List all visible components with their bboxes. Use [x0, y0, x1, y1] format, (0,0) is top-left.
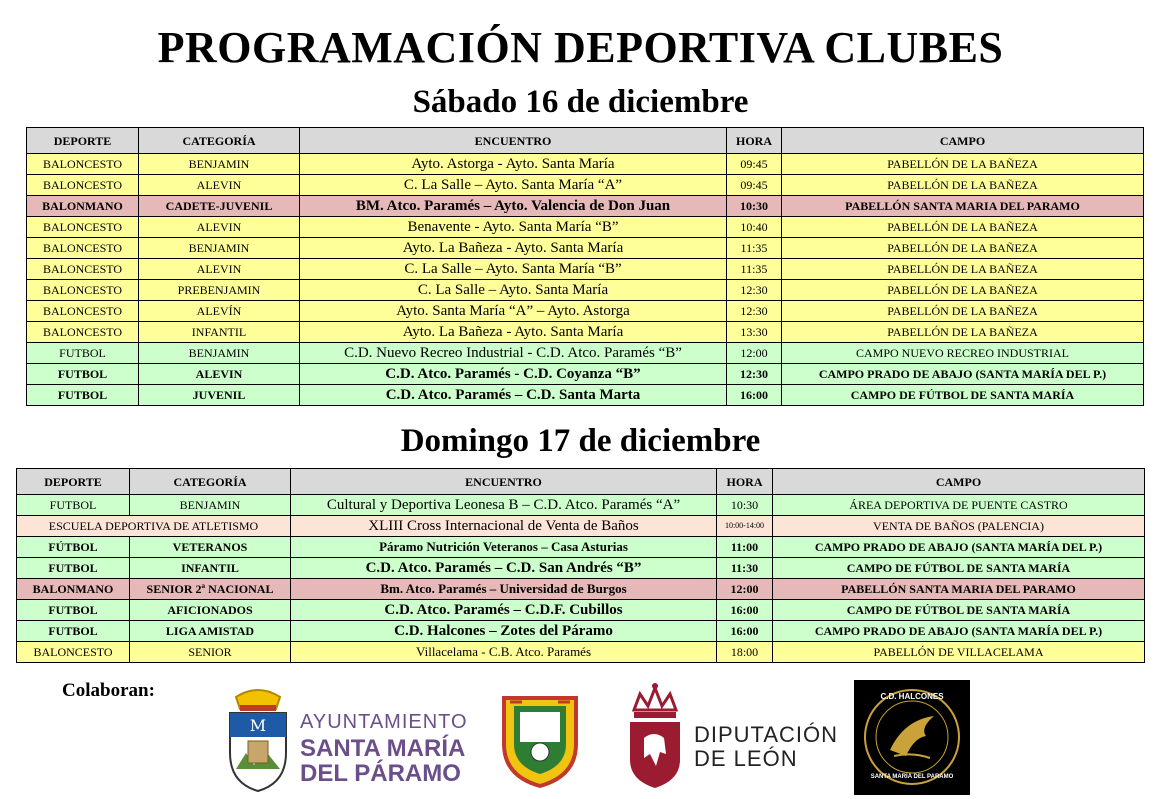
encuentro-cell: XLIII Cross Internacional de Venta de Baños — [291, 516, 717, 537]
campo-cell: PABELLÓN DE VILLACELAMA — [773, 642, 1145, 663]
header-hora: HORA — [727, 128, 782, 154]
diputacion-logo — [626, 680, 839, 790]
campo-cell: CAMPO PRADO DE ABAJO (SANTA MARÍA DEL P.) — [773, 621, 1145, 642]
deporte-cell: BALONMANO — [17, 579, 130, 600]
deporte-cell: FUTBOL — [17, 600, 130, 621]
deporte-cell: BALONMANO — [27, 196, 139, 217]
hora-cell: 11:30 — [717, 558, 773, 579]
deporte-cell: BALONCESTO — [27, 238, 139, 259]
campo-cell: PABELLÓN SANTA MARIA DEL PARAMO — [773, 579, 1145, 600]
campo-cell: CAMPO DE FÚTBOL DE SANTA MARÍA — [782, 385, 1144, 406]
hora-cell: 12:30 — [727, 364, 782, 385]
table-row — [17, 558, 1145, 579]
header-deporte: DEPORTE — [17, 469, 130, 495]
categoria-cell: ALEVIN — [139, 259, 300, 280]
categoria-cell: ALEVIN — [139, 364, 300, 385]
hora-cell: 10:30 — [717, 495, 773, 516]
sunday-title: Domingo 17 de diciembre — [400, 423, 761, 459]
saturday-title: Sábado 16 de diciembre — [412, 84, 749, 120]
encuentro-cell: Bm. Atco. Paramés – Universidad de Burgos — [291, 579, 717, 600]
deporte-cell: BALONCESTO — [27, 259, 139, 280]
header-categoria: CATEGORÍA — [130, 469, 291, 495]
table-row — [27, 385, 1144, 406]
header-deporte: DEPORTE — [27, 128, 139, 154]
deporte-cell: BALONCESTO — [27, 217, 139, 238]
header-categoria: CATEGORÍA — [139, 128, 300, 154]
hora-cell: 16:00 — [717, 600, 773, 621]
ayuntamiento-line1: AYUNTAMIENTO — [300, 711, 468, 733]
table-row — [17, 495, 1145, 516]
svg-text:M: M — [249, 716, 267, 735]
campo-cell: PABELLÓN DE LA BAÑEZA — [782, 238, 1144, 259]
campo-cell: PABELLÓN DE LA BAÑEZA — [782, 280, 1144, 301]
hora-cell: 12:00 — [717, 579, 773, 600]
encuentro-cell: C. La Salle – Ayto. Santa María “A” — [300, 175, 727, 196]
crown-lion-icon — [626, 680, 684, 790]
hora-cell: 09:45 — [727, 175, 782, 196]
campo-cell: CAMPO NUEVO RECREO INDUSTRIAL — [782, 343, 1144, 364]
campo-cell: CAMPO DE FÚTBOL DE SANTA MARÍA — [773, 558, 1145, 579]
table-row — [27, 175, 1144, 196]
deporte-cell: BALONCESTO — [27, 322, 139, 343]
table-row — [27, 259, 1144, 280]
encuentro-cell: C. La Salle – Ayto. Santa María — [300, 280, 727, 301]
categoria-cell: ALEVÍN — [139, 301, 300, 322]
hora-cell: 18:00 — [717, 642, 773, 663]
encuentro-cell: Ayto. Astorga - Ayto. Santa María — [300, 154, 727, 175]
table-row — [27, 154, 1144, 175]
categoria-cell: JUVENIL — [139, 385, 300, 406]
encuentro-cell: C.D. Atco. Paramés – C.D.F. Cubillos — [291, 600, 717, 621]
encuentro-cell: Benavente - Ayto. Santa María “B” — [300, 217, 727, 238]
header-hora: HORA — [717, 469, 773, 495]
categoria-cell: BENJAMIN — [139, 238, 300, 259]
ayuntamiento-logo — [218, 683, 468, 795]
hora-cell: 10:40 — [727, 217, 782, 238]
table-row — [27, 322, 1144, 343]
deporte-cell: FUTBOL — [17, 495, 130, 516]
table-header-row — [17, 469, 1145, 495]
ayuntamiento-line3: DEL PÁRAMO — [300, 760, 461, 787]
categoria-cell: BENJAMIN — [139, 343, 300, 364]
hora-cell: 09:45 — [727, 154, 782, 175]
sunday-schedule-table — [16, 468, 1145, 663]
header-campo: CAMPO — [773, 469, 1145, 495]
coat-of-arms-icon — [218, 683, 298, 795]
table-row — [17, 642, 1145, 663]
encuentro-cell: Páramo Nutrición Veteranos – Casa Asturias — [291, 537, 717, 558]
encuentro-cell: C.D. Atco. Paramés – C.D. San Andrés “B” — [291, 558, 717, 579]
club-deportivo-logo — [500, 692, 580, 788]
categoria-cell: PREBENJAMIN — [139, 280, 300, 301]
page-title: PROGRAMACIÓN DEPORTIVA CLUBES — [157, 23, 1004, 72]
table-row — [17, 537, 1145, 558]
campo-cell: PABELLÓN DE LA BAÑEZA — [782, 322, 1144, 343]
deporte-cell: BALONCESTO — [17, 642, 130, 663]
diputacion-line1: DIPUTACIÓN — [694, 722, 839, 747]
campo-cell: PABELLÓN DE LA BAÑEZA — [782, 259, 1144, 280]
deporte-cell: FUTBOL — [17, 558, 130, 579]
hora-cell: 11:35 — [727, 238, 782, 259]
table-header-row — [27, 128, 1144, 154]
header-campo: CAMPO — [782, 128, 1144, 154]
ayuntamiento-line2: SANTA MARÍA — [300, 735, 466, 762]
table-row — [27, 301, 1144, 322]
categoria-cell: SENIOR 2ª NACIONAL — [130, 579, 291, 600]
hora-cell: 10:00-14:00 — [717, 516, 773, 537]
categoria-cell: LIGA AMISTAD — [130, 621, 291, 642]
deporte-cell: BALONCESTO — [27, 301, 139, 322]
table-row — [27, 364, 1144, 385]
categoria-cell: SENIOR — [130, 642, 291, 663]
hora-cell: 11:35 — [727, 259, 782, 280]
hora-cell: 16:00 — [717, 621, 773, 642]
hora-cell: 16:00 — [727, 385, 782, 406]
hora-cell: 12:30 — [727, 280, 782, 301]
campo-cell: ÁREA DEPORTIVA DE PUENTE CASTRO — [773, 495, 1145, 516]
encuentro-cell: Cultural y Deportiva Leonesa B – C.D. Atco. Paramés “A” — [291, 495, 717, 516]
encuentro-cell: C. La Salle – Ayto. Santa María “B” — [300, 259, 727, 280]
campo-cell: PABELLÓN DE LA BAÑEZA — [782, 301, 1144, 322]
categoria-cell: INFANTIL — [139, 322, 300, 343]
table-row — [27, 238, 1144, 259]
club-crest-text — [300, 692, 301, 693]
encuentro-cell: C.D. Halcones – Zotes del Páramo — [291, 621, 717, 642]
campo-cell: PABELLÓN DE LA BAÑEZA — [782, 175, 1144, 196]
categoria-cell: ALEVIN — [139, 217, 300, 238]
encuentro-cell: Ayto. La Bañeza - Ayto. Santa María — [300, 238, 727, 259]
categoria-cell: VETERANOS — [130, 537, 291, 558]
table-row — [27, 196, 1144, 217]
encuentro-cell: Villacelama - C.B. Atco. Paramés — [291, 642, 717, 663]
hora-cell: 12:30 — [727, 301, 782, 322]
encuentro-cell: C.D. Nuevo Recreo Industrial - C.D. Atco. Paramés “B” — [300, 343, 727, 364]
club-crest-icon — [500, 692, 580, 788]
hora-cell: 11:00 — [717, 537, 773, 558]
categoria-cell: ALEVIN — [139, 175, 300, 196]
sponsors-label: Colaboran: — [62, 680, 155, 701]
encuentro-cell: BM. Atco. Paramés – Ayto. Valencia de Don Juan — [300, 196, 727, 217]
halcones-top-text: C.D. HALCONES — [880, 692, 944, 701]
diputacion-line2: DE LEÓN — [694, 746, 798, 771]
table-row — [17, 621, 1145, 642]
campo-cell: CAMPO DE FÚTBOL DE SANTA MARÍA — [773, 600, 1145, 621]
table-row — [27, 343, 1144, 364]
deporte-cell: FUTBOL — [27, 343, 139, 364]
categoria-cell: BENJAMIN — [130, 495, 291, 516]
categoria-cell: INFANTIL — [130, 558, 291, 579]
table-row — [17, 516, 1145, 537]
deporte-cell: FUTBOL — [27, 364, 139, 385]
campo-cell: PABELLÓN DE LA BAÑEZA — [782, 217, 1144, 238]
deporte-cell: BALONCESTO — [27, 280, 139, 301]
table-row — [17, 579, 1145, 600]
hora-cell: 12:00 — [727, 343, 782, 364]
encuentro-cell: Ayto. La Bañeza - Ayto. Santa María — [300, 322, 727, 343]
hora-cell: 10:30 — [727, 196, 782, 217]
campo-cell: VENTA DE BAÑOS (PALENCIA) — [773, 516, 1145, 537]
categoria-cell: CADETE-JUVENIL — [139, 196, 300, 217]
deporte-cell: FUTBOL — [17, 621, 130, 642]
table-row — [17, 600, 1145, 621]
table-row — [27, 280, 1144, 301]
deporte-cell: BALONCESTO — [27, 154, 139, 175]
encuentro-cell: Ayto. Santa María “A” – Ayto. Astorga — [300, 301, 727, 322]
deporte-cell: FÚTBOL — [17, 537, 130, 558]
campo-cell: CAMPO PRADO DE ABAJO (SANTA MARÍA DEL P.) — [773, 537, 1145, 558]
hora-cell: 13:30 — [727, 322, 782, 343]
categoria-cell: AFICIONADOS — [130, 600, 291, 621]
table-row — [27, 217, 1144, 238]
header-encuentro: ENCUENTRO — [300, 128, 727, 154]
deporte-cell: FUTBOL — [27, 385, 139, 406]
saturday-schedule-table — [26, 127, 1144, 406]
header-encuentro: ENCUENTRO — [291, 469, 717, 495]
halcones-bottom-text: SANTA MARIA DEL PARAMO — [870, 774, 954, 780]
halcones-logo — [854, 680, 970, 795]
campo-cell: PABELLÓN SANTA MARIA DEL PARAMO — [782, 196, 1144, 217]
campo-cell: PABELLÓN DE LA BAÑEZA — [782, 154, 1144, 175]
categoria-cell: BENJAMIN — [139, 154, 300, 175]
deporte-cell: BALONCESTO — [27, 175, 139, 196]
campo-cell: CAMPO PRADO DE ABAJO (SANTA MARÍA DEL P.) — [782, 364, 1144, 385]
encuentro-cell: C.D. Atco. Paramés – C.D. Santa Marta — [300, 385, 727, 406]
deporte-cell: ESCUELA DEPORTIVA DE ATLETISMO — [17, 516, 291, 537]
encuentro-cell: C.D. Atco. Paramés - C.D. Coyanza “B” — [300, 364, 727, 385]
